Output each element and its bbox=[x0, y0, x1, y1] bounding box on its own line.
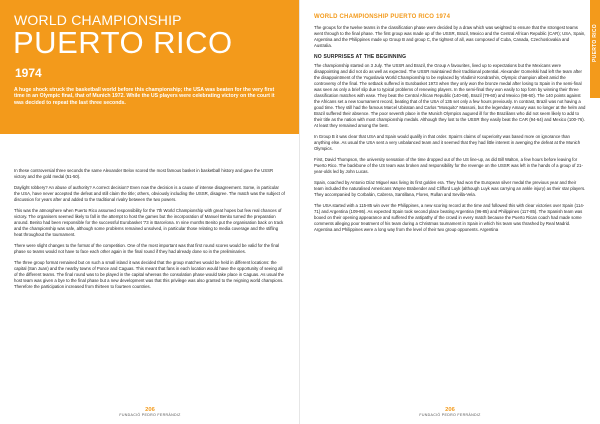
body-paragraph: The groups for the twelve teams in the classification phase were decided by a draw which was weighted to ensure that the strongest teams went through to the final phase. The first group was made up of the USSR, Brazil, Mexico and the Central African Republic (CAR); USA, Spain, Argentina and the Philippines made up Group B and group C, the tightest of all, was composed of Cuba, Canada, Czechoslovakia and Australia. bbox=[314, 25, 586, 48]
chapter-year: 1974 bbox=[15, 66, 42, 80]
body-paragraph: Daylight robbery? An abuse of authority? A correct decision? Even now the decision is a cause of intense disagreement. Some, in particular the USA, have never accepted the defeat and still claim the title; others, obviously including the USSR, disagree. The match was the subject of discussion for years after and added to the traditional rivalry between the two powers. bbox=[14, 185, 285, 202]
title-banner bbox=[0, 0, 300, 134]
running-head: WORLD CHAMPIONSHIP PUERTO RICO 1974 bbox=[314, 14, 451, 20]
section-tab bbox=[590, 0, 600, 98]
right-body-text bbox=[314, 25, 586, 238]
intro-paragraph: A huge shock struck the basketball world before this championship; the USA was beaten for the very first time in an Olympic final, that of Munich 1972. While the US players were celebrating victory on the court it was decided to repeat the last three seconds. bbox=[14, 87, 275, 106]
page-number: 206 bbox=[445, 407, 455, 413]
publisher-name: FUNDACIÓ PEDRO FERRÁNDIZ bbox=[419, 413, 481, 417]
publisher-name: FUNDACIÓ PEDRO FERRÁNDIZ bbox=[119, 413, 181, 417]
body-paragraph: In Group B it was clear that USA and Spain would qualify in that order. Spain's claims of superiority was based more on ignorance than anything else. As usual the USA sent a very unbalanced team and it seemed that they had little interest in avenging the defeat at the Munich Olympics. bbox=[314, 134, 581, 151]
body-paragraph: The USA started with a 115-85 win over the Philippines, a new scoring record at the time and followed this with clear victories over Spain (114-71) and Argentina (109-86). As expected Spain took second place beating Argentina (96-85) and Philippines (117-85). The Spanish team was booed on their opening appearance and suffered the antipathy of the crowd in every match because the Puerto Rican coach had made some comments alleging poor treatment of his team during a Christmas tournament in Spain in which his team was thrashed by Real Madrid. Argentina and Philippines were a long way from the level of their two group opponents. Argentina bbox=[314, 203, 585, 232]
body-paragraph: In these controversial three seconds the same Alexander Belov scored the most famous basket in basketball history and gave the USSR victory and the gold medal (51-50). bbox=[14, 168, 274, 179]
body-paragraph: The three group format remained but on such a small island it was decided that the group matches would be held in different locations: the capital (San Juan) and the nearby towns of Ponce and Caguas. This meant that fans in each location would have the opportunity of seeing all of the different teams. The final round was to be played in the capital whereas the consolation phase would take place in Caguas. As usual the host team was given a bye to the final phase but a new development was that this privilege was also granted to the reigning world champions. Therefore the participation increased from thirteen to fourteen countries. bbox=[14, 260, 285, 289]
chapter-title: PUERTO RICO bbox=[13, 25, 233, 60]
left-footer bbox=[0, 407, 300, 418]
page-number: 206 bbox=[145, 407, 155, 413]
body-paragraph: First, David Thompson, the university sensation of the time dropped out of the US line-up, as did Bill Walton, a few hours before leaving for Puerto Rico. The backbone of the US team was broken and responsibility for the revenge on the USSR was left in the hands of a group of 21-year-olds led by John Lucas. bbox=[314, 157, 583, 174]
section-tab-label: PUERTO RICO bbox=[592, 24, 598, 62]
body-paragraph: Spain, coached by Antonio Díaz Miguel was living its first golden era. They had won the European silver medal the previous year and their team included the naturalised Americans Wayne Brabender and Clifford Luyk (although Luyk was carrying an ankle injury) as their star players. They accompanied by Corbalán, Cabrera, Santillana, Flores, Rullan and Sevilla-Vela. bbox=[314, 180, 586, 197]
body-paragraph: There were slight changes to the format of the competition. One of the most important was that first round scores would be valid for the final phase so teams would not have to face each other again in the final round if they had already done so in the preliminaries. bbox=[14, 243, 280, 254]
body-paragraph: The championship started on 3 July. The USSR and Brazil, the Group A favourites, lived up to expectations but the Mexicans were disappointing and did not do as well as expected. The USSR maintained their traditional potential. Alexander Gomelski had left the team after the disappointment of the Yugoslavia World Championship to be replaced by Vladimir Kondrashin, Olympic champion albeit amid the controversy of the final. The setback suffered in Eurobasket 1973 when they only won the bronze medal after losing to Spain in the semi-final was seen as only a brief slip due to typical problems of renewing players. In the semi-final they won easily to top form by winning their three classification matches with ease. They beat the Central African Republic (140-68), Brazil (79-60) and Mexico (98-60). The 140 points against the Africans set a new tournament record, beating that of the USA of 135 set only a few hours previously. In contrast, Brazil was not having a good time. They still had the famous Marcel Ubiratan and Carlos "Mosquito" Massoni, but the legendary Amaury was no longer at the helm and Brazil suffered their absence. The poor seventh place in the Munich Olympics augured ill for the Brazilians who did not seem likely to add to their title as the nation with most championship medals. Although they lost to the USSR they easily beat the CAR (94-64) and Mexico (100-76). At least they remained among the best. bbox=[314, 63, 586, 128]
body-paragraph: This was the atmosphere when Puerto Rico assumed responsibility for the 7th World Championship with great hopes but few real chances of victory. The organisers seemed likely to fall in the attempt to host the games but the incorporation of Manuel Benito turned the preparation around. Benito had been responsible for the successful Eurobasket '73 in Barcelona. In nine months Benito put the organisation back on track and the championship was safe, although some problems remained unsolved, in particular those relating to media coverage and the stifling heat throughout the tournament. bbox=[14, 208, 284, 237]
section-subheading: NO SURPRISES AT THE BEGINNING bbox=[314, 54, 407, 60]
chapter-kicker: WORLD CHAMPIONSHIP bbox=[14, 12, 182, 28]
left-body-text bbox=[14, 168, 286, 295]
right-footer bbox=[300, 407, 600, 418]
right-page bbox=[300, 0, 600, 424]
